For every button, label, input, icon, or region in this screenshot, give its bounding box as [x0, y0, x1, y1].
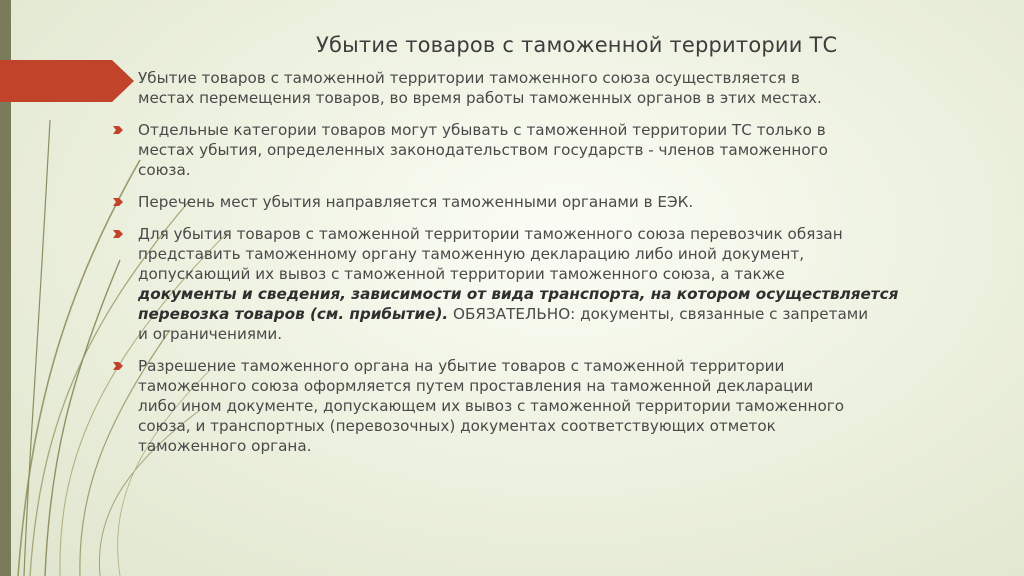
- bullet-3-line-1: Перечень мест убытия направляется таможенными органами в ЕЭК.: [138, 193, 694, 211]
- bullet-4-line-1: Для убытия товаров с таможенной территории таможенного союза перевозчик обязан: [138, 225, 843, 243]
- bullet-item-5: [110, 356, 1010, 456]
- bullet-arrow-icon: [113, 125, 123, 135]
- bullet-4-line-2: представить таможенному органу таможенную декларацию либо иной документ,: [138, 245, 805, 263]
- bullet-4-line-5-rest: ОБЯЗАТЕЛЬНО: документы, связанные с запретами: [448, 305, 869, 323]
- bullet-5-line-5: таможенного органа.: [138, 437, 312, 455]
- bullet-item-1: [110, 68, 1010, 108]
- bullet-5-line-4: союза, и транспортных (перевозочных) документах соответствующих отметок: [138, 417, 776, 435]
- slide-title: Убытие товаров с таможенной территории ТС: [316, 33, 838, 57]
- bullet-1-line-2: местах перемещения товаров, во время работы таможенных органов в этих местах.: [138, 89, 822, 107]
- bullet-4-emphasis-line-5: перевозка товаров (см. прибытие).: [138, 305, 449, 323]
- bullet-list: [110, 68, 1010, 468]
- bullet-item-4: [110, 224, 1010, 344]
- bullet-5-line-2: таможенного союза оформляется путем проставления на таможенной декларации: [138, 377, 814, 395]
- bullet-item-3: [110, 192, 1010, 212]
- bullet-2-line-3: союза.: [138, 161, 191, 179]
- bullet-2-line-1: Отдельные категории товаров могут убывать с таможенной территории ТС только в: [138, 121, 826, 139]
- bullet-5-line-3: либо ином документе, допускающем их вывоз с таможенной территории таможенного: [138, 397, 845, 415]
- bullet-4-line-5: [138, 304, 1010, 324]
- bullet-2-line-2: местах убытия, определенных законодательством государств - членов таможенного: [138, 141, 828, 159]
- bullet-4-line-3: допускающий их вывоз с таможенной территории таможенного союза, а также: [138, 265, 785, 283]
- bullet-item-2: [110, 120, 1010, 180]
- bullet-arrow-icon: [113, 229, 123, 239]
- bullet-4-line-6: и ограничениями.: [138, 325, 283, 343]
- bullet-arrow-icon: [113, 361, 123, 371]
- bullet-1-line-1: Убытие товаров с таможенной территории таможенного союза осуществляется в: [138, 69, 800, 87]
- bullet-arrow-icon: [113, 197, 123, 207]
- bullet-4-emphasis-line-4: документы и сведения, зависимости от вида транспорта, на котором осуществляется: [138, 285, 899, 303]
- bullet-5-line-1: Разрешение таможенного органа на убытие товаров с таможенной территории: [138, 357, 785, 375]
